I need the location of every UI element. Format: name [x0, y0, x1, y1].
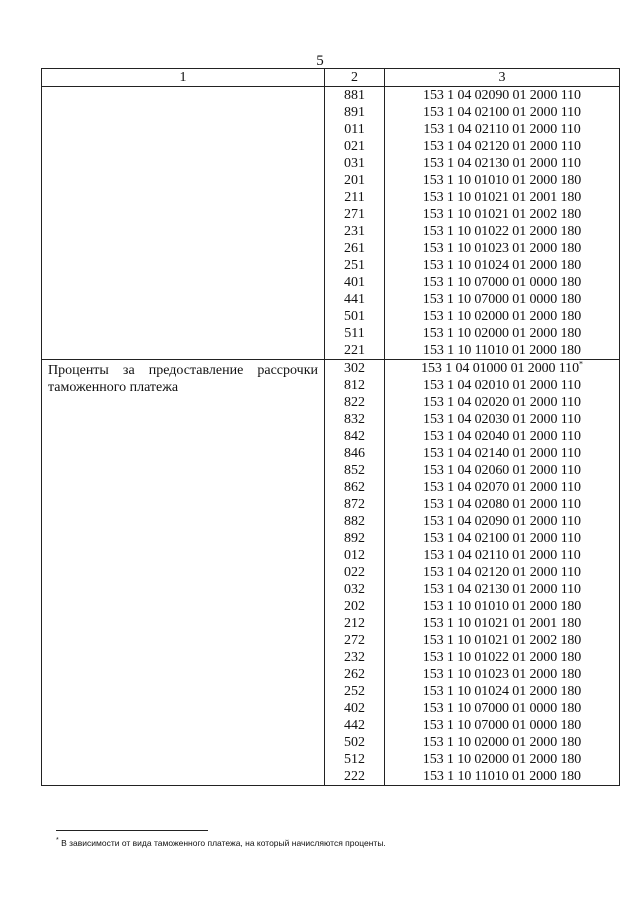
group-2-label: Проценты за предоставление рассрочки таможенного платежа	[42, 360, 325, 786]
kbk-cell	[385, 172, 619, 189]
kbk-cell	[385, 530, 619, 547]
kbk-cell	[385, 104, 619, 121]
code-cell-value: 031	[344, 156, 365, 171]
kbk-cell-value: 153 1 04 02020 01 2000 110	[423, 395, 581, 410]
group-2-kbk	[385, 360, 620, 786]
code-cell-value: 842	[344, 429, 365, 444]
code-cell-value: 302	[344, 361, 365, 376]
code-cell-value: 252	[344, 684, 365, 699]
kbk-cell	[385, 223, 619, 240]
kbk-cell-value: 153 1 04 02090 01 2000 110	[423, 88, 581, 103]
kbk-cell	[385, 666, 619, 683]
kbk-cell	[385, 513, 619, 530]
code-cell	[325, 649, 384, 666]
code-cell-value: 881	[344, 88, 365, 103]
code-cell-value: 812	[344, 378, 365, 393]
kbk-cell	[385, 155, 619, 172]
kbk-cell-value: 153 1 10 01010 01 2000 180	[422, 173, 582, 188]
kbk-cell	[385, 581, 619, 598]
kbk-cell-value: 153 1 10 01010 01 2000 180	[422, 599, 582, 614]
kbk-cell-value: 153 1 04 02100 01 2000 110	[423, 531, 581, 546]
code-cell-value: 201	[344, 173, 365, 188]
code-cell	[325, 530, 384, 547]
group-1-label	[42, 87, 325, 360]
kbk-cell-value: 153 1 04 02060 01 2000 110	[423, 463, 581, 478]
kbk-cell-value: 153 1 10 01022 01 2000 180	[422, 224, 582, 239]
kbk-cell	[385, 496, 619, 513]
kbk-cell	[385, 717, 619, 734]
code-cell	[325, 240, 384, 257]
code-cell	[325, 342, 384, 359]
code-cell	[325, 308, 384, 325]
code-cell-value: 441	[344, 292, 365, 307]
kbk-cell	[385, 342, 619, 359]
kbk-cell-value: 153 1 10 01021 01 2002 180	[422, 633, 582, 648]
kbk-cell-value: 153 1 04 02140 01 2000 110	[423, 446, 581, 461]
kbk-cell	[385, 411, 619, 428]
kbk-cell	[385, 547, 619, 564]
kbk-cell	[385, 87, 619, 104]
kbk-cell-value: 153 1 10 01021 01 2001 180	[422, 190, 582, 205]
code-cell	[325, 257, 384, 274]
kbk-cell-value: 153 1 10 02000 01 2000 180	[422, 309, 582, 324]
footnote	[56, 838, 386, 848]
kbk-cell	[385, 768, 619, 785]
kbk-cell	[385, 649, 619, 666]
code-cell-value: 511	[344, 326, 365, 341]
code-cell	[325, 325, 384, 342]
kbk-cell-value: 153 1 10 02000 01 2000 180	[422, 326, 582, 341]
code-cell-value: 502	[344, 735, 365, 750]
kbk-cell-value: 153 1 04 02120 01 2000 110	[423, 139, 581, 154]
code-cell-value: 401	[344, 275, 365, 290]
kbk-cell-value: 153 1 04 02090 01 2000 110	[423, 514, 581, 529]
kbk-cell-value: 153 1 10 11010 01 2000 180	[423, 769, 581, 784]
code-cell-value: 211	[344, 190, 365, 205]
group-1-codes	[325, 87, 385, 360]
kbk-cell-value: 153 1 10 07000 01 0000 180	[422, 718, 582, 733]
code-cell-value: 222	[344, 769, 365, 784]
group-2-codes	[325, 360, 385, 786]
header-col-2: 2	[325, 69, 385, 87]
code-cell-value: 846	[344, 446, 365, 461]
kbk-cell	[385, 325, 619, 342]
code-cell	[325, 155, 384, 172]
kbk-cell-value: 153 1 04 02130 01 2000 110	[423, 156, 581, 171]
kbk-cell	[385, 291, 619, 308]
code-cell-value: 022	[344, 565, 365, 580]
code-cell-value: 251	[344, 258, 365, 273]
code-cell-value: 232	[344, 650, 365, 665]
code-cell	[325, 428, 384, 445]
kbk-cell	[385, 428, 619, 445]
kbk-cell	[385, 138, 619, 155]
code-cell	[325, 172, 384, 189]
kbk-cell-value: 153 1 10 07000 01 0000 180	[422, 701, 582, 716]
header-col-3: 3	[385, 69, 620, 87]
kbk-cell-value: 153 1 04 02120 01 2000 110	[423, 565, 581, 580]
code-cell	[325, 700, 384, 717]
code-cell-value: 501	[344, 309, 365, 324]
code-cell	[325, 87, 384, 104]
kbk-cell	[385, 751, 619, 768]
code-cell-value: 272	[344, 633, 365, 648]
group-1-kbk	[385, 87, 620, 360]
kbk-cell-value: 153 1 04 02040 01 2000 110	[423, 429, 581, 444]
code-cell	[325, 377, 384, 394]
code-cell	[325, 615, 384, 632]
code-cell	[325, 104, 384, 121]
code-cell-value: 202	[344, 599, 365, 614]
code-cell-value: 442	[344, 718, 365, 733]
code-cell	[325, 274, 384, 291]
kbk-cell	[385, 377, 619, 394]
kbk-cell-value: 153 1 04 02030 01 2000 110	[423, 412, 581, 427]
code-cell	[325, 564, 384, 581]
table-row-group-2	[42, 360, 620, 786]
code-cell-value: 512	[344, 752, 365, 767]
kbk-cell	[385, 479, 619, 496]
kbk-cell-value: 153 1 04 02110 01 2000 110	[423, 122, 581, 137]
kbk-cell-value: 153 1 10 07000 01 0000 180	[422, 275, 582, 290]
code-cell-value: 271	[344, 207, 365, 222]
code-cell	[325, 360, 384, 377]
code-cell	[325, 121, 384, 138]
kbk-cell	[385, 598, 619, 615]
kbk-cell-value: 153 1 04 02110 01 2000 110	[423, 548, 581, 563]
code-cell-value: 872	[344, 497, 365, 512]
kbk-cell	[385, 462, 619, 479]
code-cell-value: 402	[344, 701, 365, 716]
code-cell	[325, 598, 384, 615]
code-cell-value: 261	[344, 241, 365, 256]
kbk-cell	[385, 360, 619, 377]
kbk-cell	[385, 240, 619, 257]
code-cell	[325, 496, 384, 513]
kbk-cell-value: 153 1 04 02100 01 2000 110	[423, 105, 581, 120]
code-cell-value: 011	[344, 122, 365, 137]
code-cell	[325, 751, 384, 768]
page-number: 5	[316, 53, 324, 69]
kbk-cell	[385, 632, 619, 649]
code-cell	[325, 291, 384, 308]
kbk-cell-value: 153 1 10 02000 01 2000 180	[422, 752, 582, 767]
kbk-table	[41, 68, 620, 786]
kbk-cell-value: 153 1 10 01023 01 2000 180	[422, 241, 582, 256]
kbk-cell-value: 153 1 10 01021 01 2001 180	[422, 616, 582, 631]
code-cell-value: 032	[344, 582, 365, 597]
table-row-group-1	[42, 87, 620, 360]
kbk-cell	[385, 121, 619, 138]
kbk-cell-value: 153 1 04 02010 01 2000 110	[423, 378, 581, 393]
kbk-cell-value: 153 1 04 01000 01 2000 110	[421, 361, 579, 376]
code-cell	[325, 223, 384, 240]
code-cell-value: 262	[344, 667, 365, 682]
kbk-cell-value: 153 1 10 02000 01 2000 180	[422, 735, 582, 750]
code-cell-value: 891	[344, 105, 365, 120]
code-cell	[325, 768, 384, 785]
kbk-cell-value: 153 1 04 02070 01 2000 110	[423, 480, 581, 495]
code-cell	[325, 666, 384, 683]
kbk-cell-value: 153 1 10 01021 01 2002 180	[422, 207, 582, 222]
kbk-cell-value: 153 1 10 01024 01 2000 180	[422, 684, 582, 699]
kbk-cell	[385, 394, 619, 411]
code-cell-value: 892	[344, 531, 365, 546]
code-cell	[325, 411, 384, 428]
footnote-mark: *	[56, 837, 59, 845]
code-cell	[325, 683, 384, 700]
kbk-cell	[385, 274, 619, 291]
code-cell	[325, 138, 384, 155]
code-cell	[325, 462, 384, 479]
code-cell	[325, 479, 384, 496]
code-cell-value: 021	[344, 139, 365, 154]
kbk-cell	[385, 615, 619, 632]
kbk-cell	[385, 700, 619, 717]
code-cell-value: 832	[344, 412, 365, 427]
kbk-cell	[385, 683, 619, 700]
code-cell-value: 212	[344, 616, 365, 631]
kbk-cell	[385, 445, 619, 462]
code-cell	[325, 445, 384, 462]
kbk-cell-value: 153 1 10 01023 01 2000 180	[422, 667, 582, 682]
code-cell-value: 012	[344, 548, 365, 563]
code-cell	[325, 547, 384, 564]
header-row	[42, 69, 620, 87]
kbk-cell-value: 153 1 10 07000 01 0000 180	[422, 292, 582, 307]
code-cell	[325, 394, 384, 411]
code-cell	[325, 581, 384, 598]
footnote-ref-mark: *	[578, 359, 583, 369]
code-cell	[325, 206, 384, 223]
code-cell-value: 852	[344, 463, 365, 478]
code-cell-value: 822	[344, 395, 365, 410]
code-cell	[325, 189, 384, 206]
kbk-cell	[385, 308, 619, 325]
footnote-divider	[56, 830, 208, 831]
code-cell-value: 862	[344, 480, 365, 495]
kbk-cell	[385, 189, 619, 206]
code-cell	[325, 513, 384, 530]
kbk-cell-value: 153 1 10 01024 01 2000 180	[422, 258, 582, 273]
code-cell	[325, 734, 384, 751]
kbk-cell	[385, 734, 619, 751]
kbk-cell	[385, 564, 619, 581]
code-cell-value: 882	[344, 514, 365, 529]
kbk-cell	[385, 206, 619, 223]
footnote-text: В зависимости от вида таможенного платежа, на который начисляются проценты.	[58, 838, 386, 848]
code-cell-value: 221	[344, 343, 365, 358]
kbk-cell-value: 153 1 04 02080 01 2000 110	[423, 497, 581, 512]
code-cell	[325, 717, 384, 734]
kbk-cell-value: 153 1 10 11010 01 2000 180	[423, 343, 581, 358]
kbk-cell-value: 153 1 10 01022 01 2000 180	[422, 650, 582, 665]
kbk-cell	[385, 257, 619, 274]
kbk-cell-value: 153 1 04 02130 01 2000 110	[423, 582, 581, 597]
code-cell-value: 231	[344, 224, 365, 239]
code-cell	[325, 632, 384, 649]
header-col-1: 1	[42, 69, 325, 87]
